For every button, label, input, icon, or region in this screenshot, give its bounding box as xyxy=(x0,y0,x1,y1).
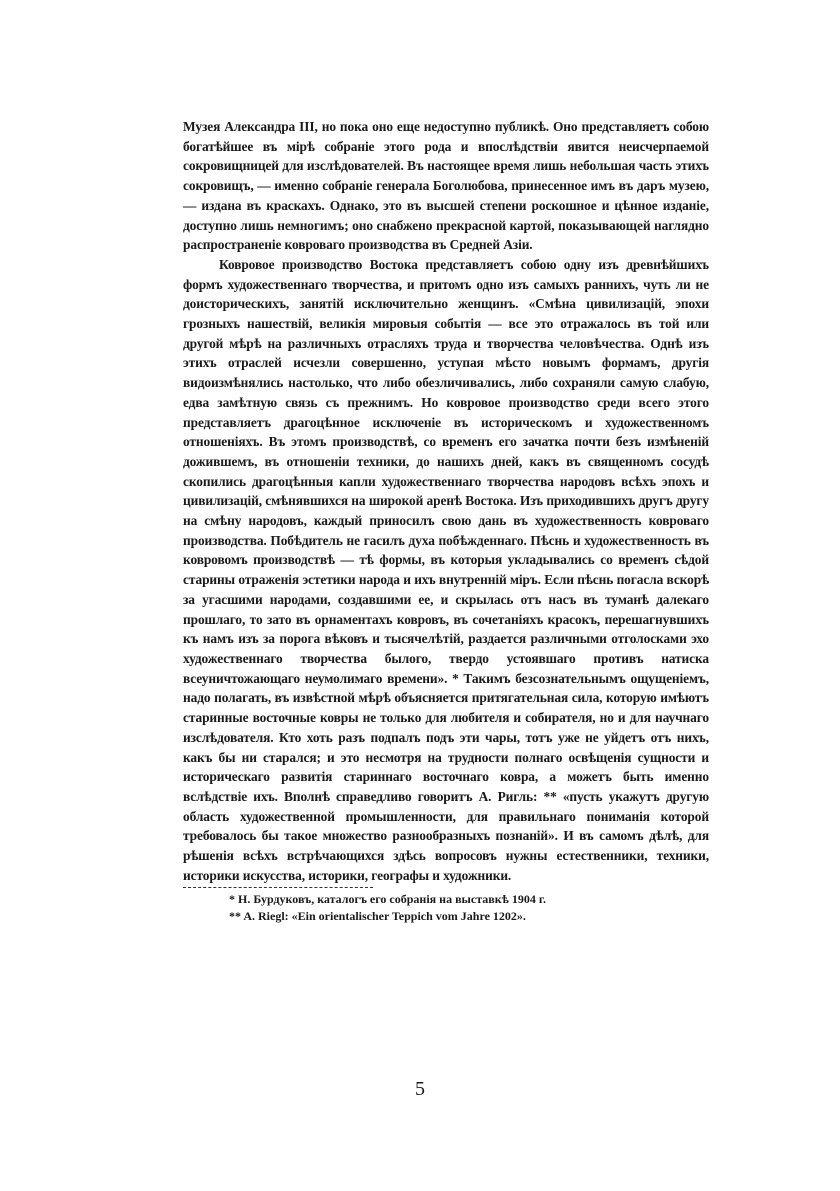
footnote-separator xyxy=(183,887,373,888)
main-text-column xyxy=(183,117,709,925)
footnotes-list xyxy=(183,891,709,925)
footnote-1: * Н. Бурдуковъ, каталогъ его собранія на выставкѣ 1904 г. xyxy=(229,892,546,907)
paragraph-continued: Музея Александра III, но пока оно еще недоступно публикѣ. Оно представляетъ собою богатѣйшее въ мірѣ собраніе этого рода и впослѣдствіи явится неисчерпаемой сокровищницей для изслѣдователей. Въ настоящее время лишь небольшая часть этихъ сокровищъ, — именно собраніе генерала Боголюбова, принесенное имъ въ даръ музею, — издана въ краскахъ. Однако, это въ высшей степени роскошное и цѣнное изданіе, доступно лишь немногимъ; оно снабжено прекрасной картой, показывающей наглядно распространеніе ковроваго производства въ Средней Азіи. xyxy=(183,119,709,253)
footnote-2: ** A. Riegl: «Ein orientalischer Teppich vom Jahre 1202». xyxy=(229,909,526,924)
paragraph-carpet-production: Ковровое производство Востока представляетъ собою одну изъ древнѣйшихъ формъ художественнаго творчества, и притомъ одно изъ самыхъ раннихъ, чуть ли не доисторическихъ, занятій исключительно женщинъ. «Смѣна цивилизацій, эпохи грозныхъ нашествій, великія мировыя событія — все это отражалось въ той или другой мѣрѣ на различныхъ отрасляхъ труда и творчества человѣчества. Однѣ изъ этихъ отраслей исчезли совершенно, уступая мѣсто новымъ формамъ, другія видоизмѣнялись настолько, что либо обезличивались, либо сохраняли самую слабую, едва замѣтную связь съ прежнимъ. Но ковровое производство среди всего этого представляетъ драгоцѣнное исключеніе въ историческомъ и художественномъ отношеніяхъ. Въ этомъ производствѣ, со временъ его зачатка почти безъ измѣненій дожившемъ, въ отношеніи техники, до нашихъ дней, какъ въ священномъ сосудѣ скопились драгоцѣнныя капли художественнаго творчества народовъ всѣхъ эпохъ и цивилизацій, смѣнявшихся на широкой аренѣ Востока. Изъ приходившихъ другъ другу на смѣну народовъ, каждый приносилъ свою дань въ художественность ковроваго производства. Побѣдитель не гасилъ духа побѣжденнаго. Пѣснь и художественность въ ковровомъ производствѣ — тѣ формы, въ которыя укладывались со временъ сѣдой старины отраженія эстетики народа и ихъ внутренній міръ. Если пѣснь погасла вскорѣ за угасшими народами, создавшими ее, и скрылась отъ насъ въ туманѣ далекаго прошлаго, то зато въ орнаментахъ ковровъ, въ сочетаніяхъ красокъ, перешагнувшихъ къ намъ изъ за порога вѣковъ и тысячелѣтій, раздается различными отголосками эхо художественнаго творчества былого, твердо устоявшаго противъ натиска всеуничтожающаго неумолимаго времени». * Такимъ безсознательнымъ ощущеніемъ, надо полагать, въ извѣстной мѣрѣ объясняется притягательная сила, которую имѣютъ старинные восточные ковры не только для любителя и собирателя, но и для научнаго изслѣдователя. Кто хоть разъ подпалъ подъ эти чары, тотъ уже не уйдетъ отъ нихъ, какъ бы ни старался; и это несмотря на трудности полнаго освѣщенія сущности и историческаго развитія стариннаго восточнаго ковра, а можетъ быть именно вслѣдствіе ихъ. Вполнѣ справедливо говоритъ А. Ригль: ** «пусть укажутъ другую область художественной промышленности, для правильнаго пониманія которой требовалось бы такое множество разнообразныхъ познаній». И въ самомъ дѣлѣ, для рѣшенія всѣхъ встрѣчающихся здѣсь вопросовъ нужны естественники, техники, историки искусства, историки, географы и художники. xyxy=(183,256,709,883)
page-number: 5 xyxy=(415,1078,425,1100)
